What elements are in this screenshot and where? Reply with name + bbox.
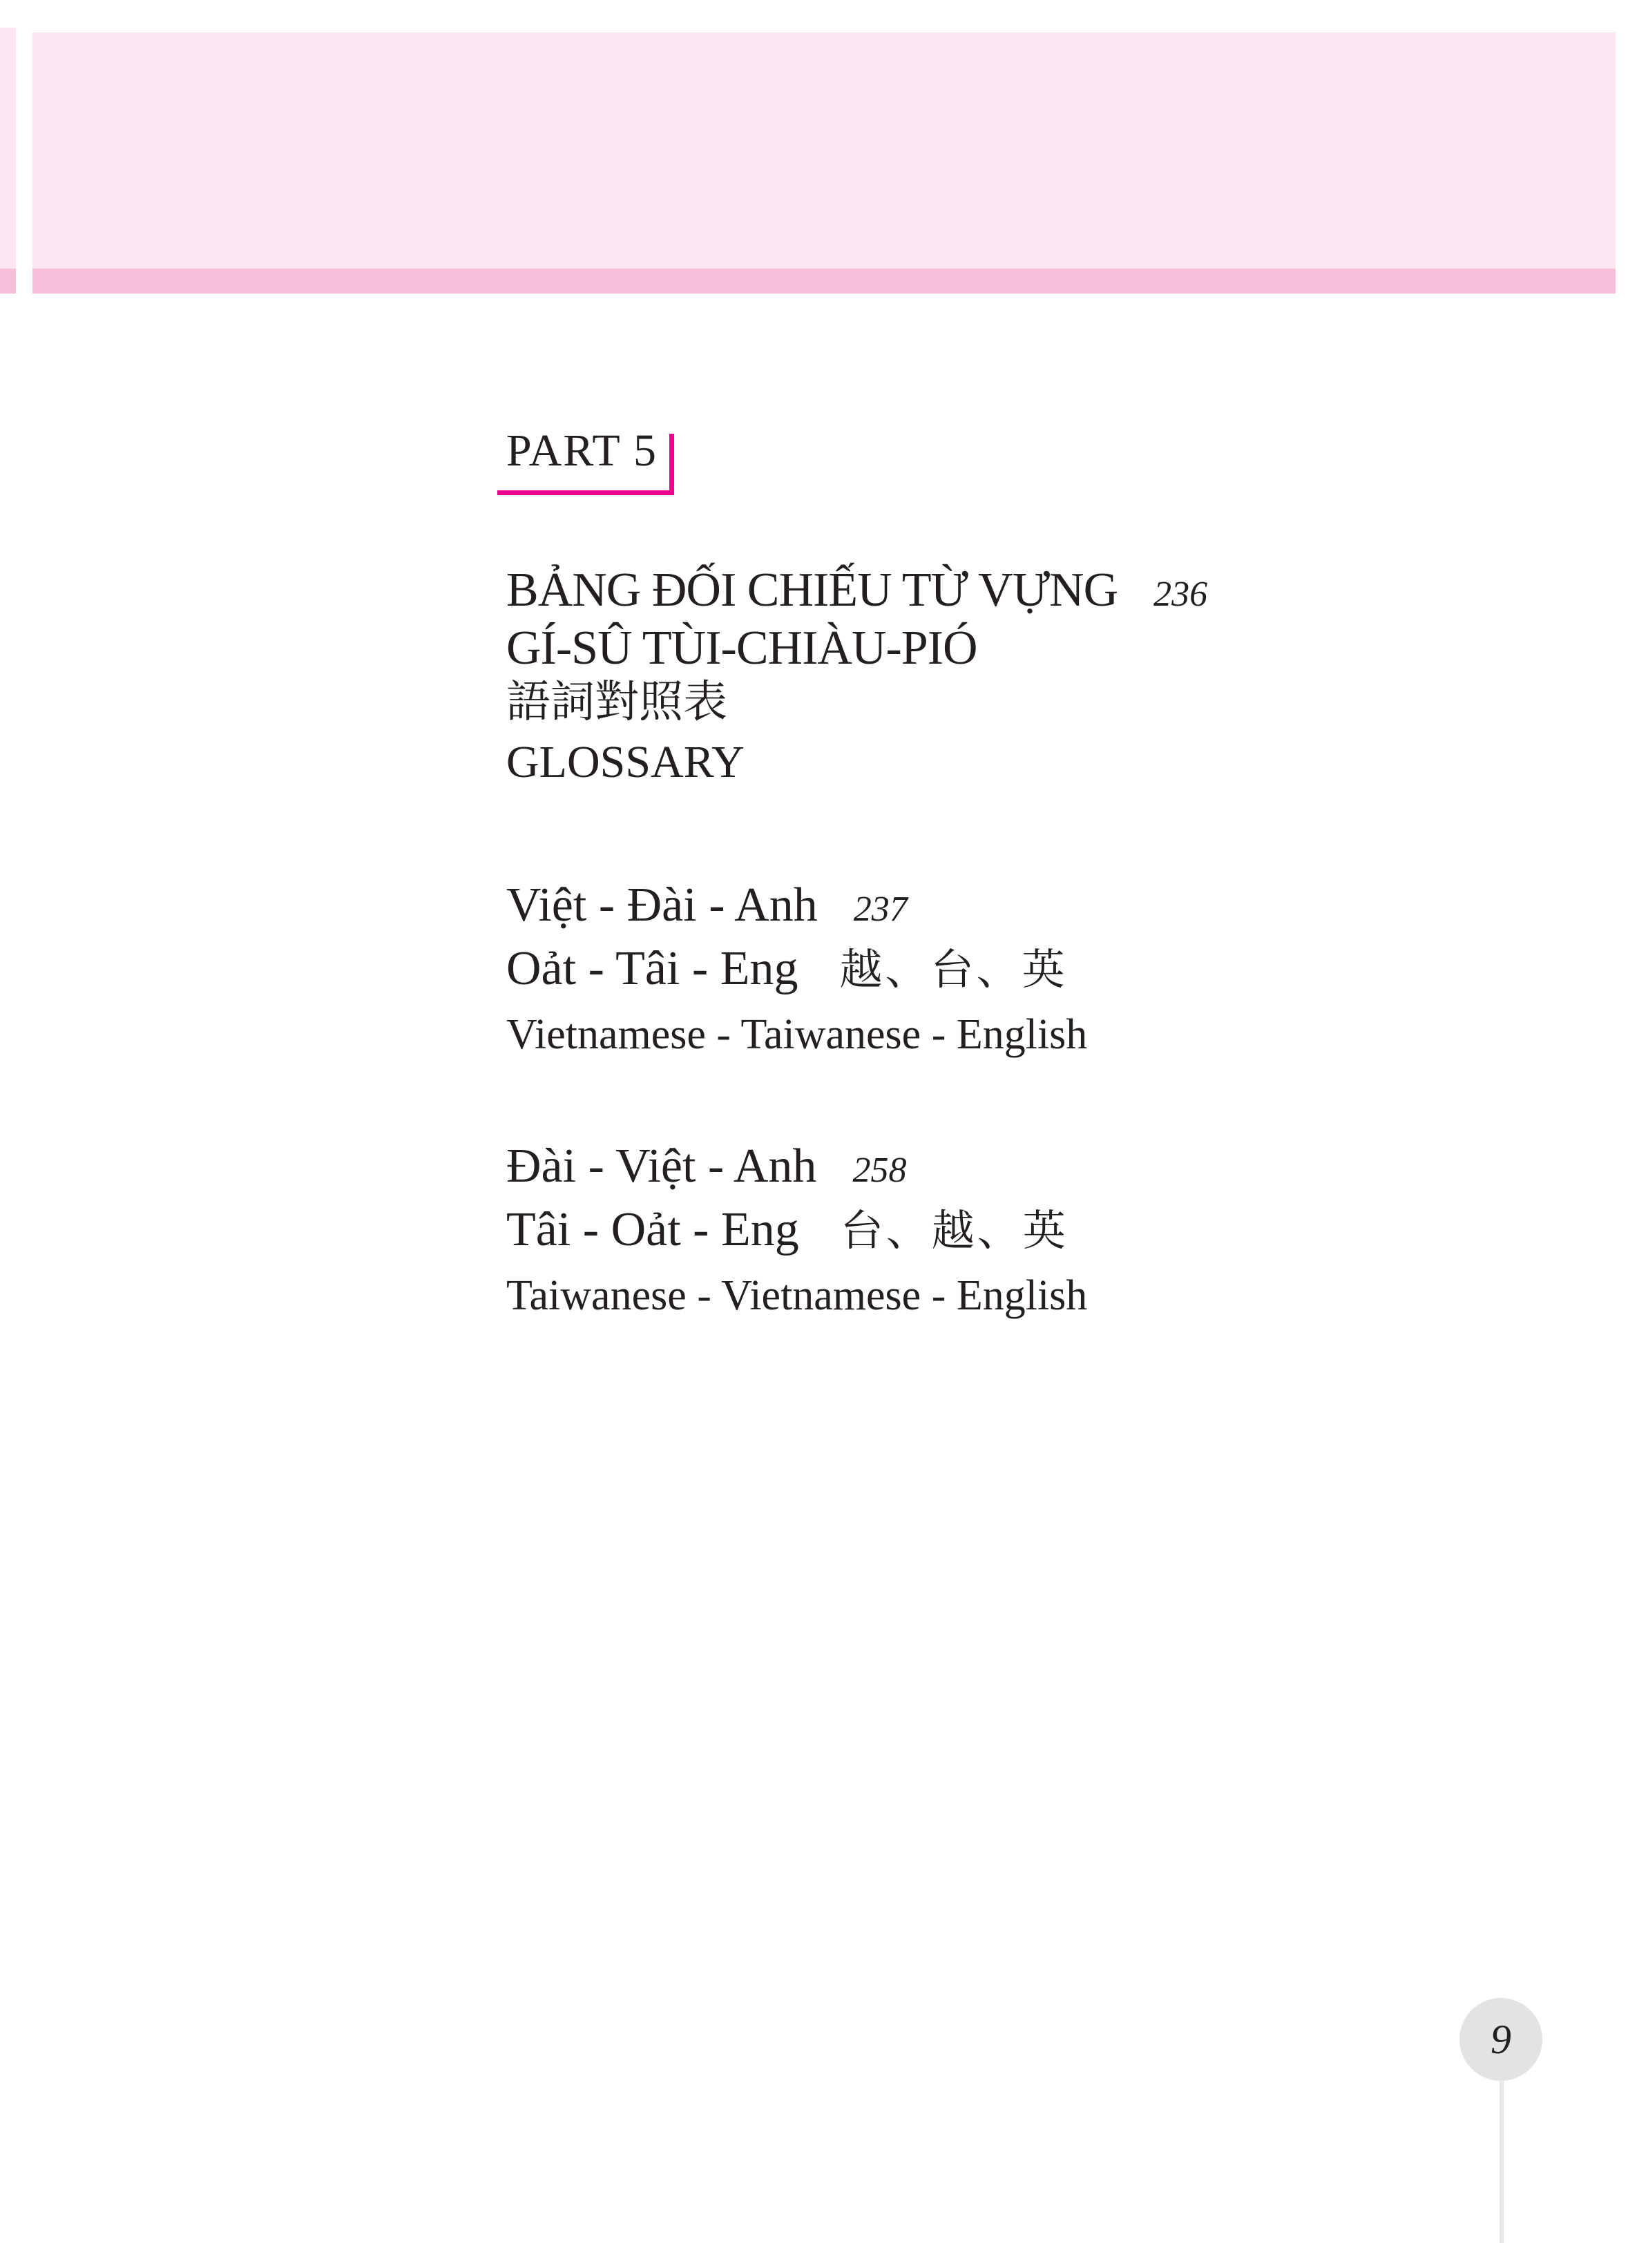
- section-title-english: GLOSSARY: [506, 737, 745, 787]
- entry-dai-viet-anh-page-number: 258: [852, 1151, 907, 1190]
- entry-dai-viet-anh-title-text: Đài - Việt - Anh: [506, 1140, 817, 1193]
- page-number: 9: [1491, 2017, 1511, 2062]
- part-heading-vertical-rule: [669, 434, 674, 494]
- entry-dai-viet-anh-subtitle: [506, 1203, 1069, 1256]
- left-edge-strip-dark: [0, 269, 16, 294]
- entry-viet-dai-anh-page-number: 237: [853, 890, 908, 929]
- section-title-vietnamese: [506, 566, 1207, 615]
- section-title-romanized-taiwanese: GÍ-SÛ TÙI-CHIÀU-PIÓ: [506, 622, 977, 675]
- entry-dai-viet-anh-title: [506, 1142, 906, 1191]
- part-heading: PART 5: [506, 425, 658, 476]
- entry-viet-dai-anh-title-text: Việt - Đài - Anh: [506, 878, 818, 932]
- section-title-cjk: 語詞對照表: [506, 677, 727, 727]
- part-heading-underline-rule: [497, 490, 674, 495]
- entry-viet-dai-anh-subtitle: [506, 942, 1068, 995]
- entry-viet-dai-anh-subtitle-latin: Oảt - Tâi - Eng: [506, 942, 798, 995]
- entry-viet-dai-anh-title: [506, 878, 908, 932]
- section-title-vietnamese-text: BẢNG ĐỐI CHIẾU TỪ VỰNG: [506, 564, 1118, 617]
- entry-dai-viet-anh-subtitle-english: Taiwanese - Vietnamese - English: [506, 1272, 1088, 1319]
- header-band-light: [32, 32, 1616, 269]
- page-number-badge: [1459, 1998, 1542, 2081]
- entry-dai-viet-anh-subtitle-latin: Tâi - Oảt - Eng: [506, 1203, 799, 1256]
- entry-viet-dai-anh-subtitle-cjk: 越、台、英: [839, 947, 1068, 994]
- left-edge-strip-light: [0, 28, 16, 269]
- section-page-number: 236: [1153, 575, 1208, 614]
- entry-viet-dai-anh-subtitle-english: Vietnamese - Taiwanese - English: [506, 1011, 1088, 1058]
- page-number-stem: [1500, 2080, 1504, 2243]
- header-band-dark: [32, 269, 1616, 294]
- entry-dai-viet-anh-subtitle-cjk: 台、越、英: [840, 1208, 1069, 1255]
